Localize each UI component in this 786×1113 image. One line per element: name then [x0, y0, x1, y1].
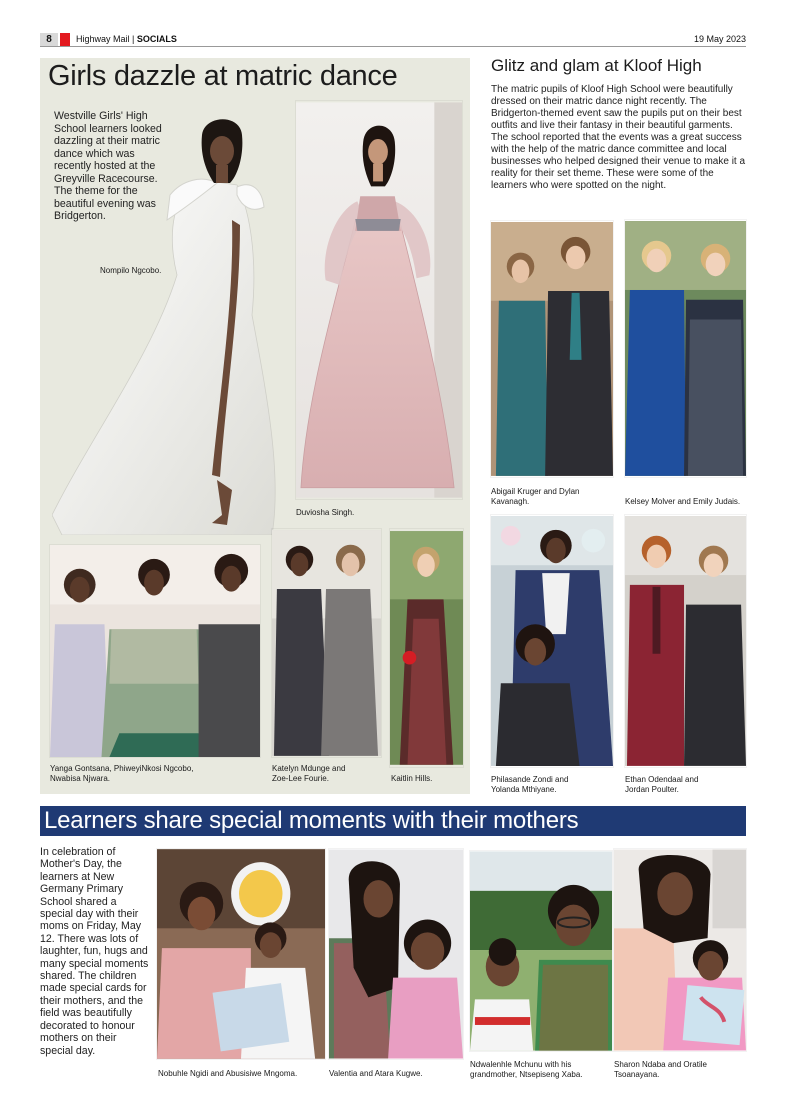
photo-philasande-yolanda [490, 514, 614, 768]
caption-sharon-line1: Sharon Ndaba and Oratile [614, 1060, 707, 1069]
running-header [76, 34, 177, 44]
mothers-feature-title: Learners share special moments with their mothers [44, 807, 579, 834]
caption-kaitlin: Kaitlin Hills. [391, 774, 433, 783]
caption-abigail-dylan [491, 487, 615, 507]
header-separator: | [129, 34, 137, 44]
caption-ethan-jordan [625, 775, 749, 795]
photo-abigail-dylan [490, 220, 614, 478]
publication-name: Highway Mail [76, 34, 130, 44]
mothers-feature-body: In celebration of Mother's Day, the learners at New Germany Primary School shared a special day with their moms on Friday, May 12. There was lots of laughter, fun, hugs and many special moments shared. The children made special cards for their mothers, and the field was beautifully decorated to honour mothers on their special day. [40, 846, 149, 1057]
photo-kaitlin [389, 528, 464, 768]
caption-philasande-line2: Yolanda Mthiyane. [491, 785, 557, 794]
caption-philasande-yolanda [491, 775, 615, 795]
section-name: SOCIALS [136, 34, 177, 44]
kloof-feature-body: The matric pupils of Kloof High School were beautifully dressed on their matric dance night recently. The Bridgerton-themed event saw the pupils put on their best outfits and live their fantasy in their beautiful garments. The school reported that the events was a great success with the help of the matric dance committee and local businesses who helped designed their venue to make it a reality for their set theme. These were some of the learners who were spotted on the night. [491, 84, 746, 191]
girls-feature-lead: Westville Girls' High School learners looked dazzling at their matric dance which was recently hosted at the Greyville Racecourse. The theme for the beautiful evening was Bridgerton. [54, 110, 162, 222]
photo-kelsey-emily [624, 219, 747, 478]
caption-yanga-group [50, 764, 270, 784]
caption-ndwalenhle-line2: grandmother, Ntsepiseng Xaba. [470, 1070, 583, 1079]
caption-ndwalenhle [470, 1060, 616, 1080]
header-rule [40, 46, 746, 47]
caption-abigail-line2: Kavanagh. [491, 497, 530, 506]
caption-abigail-line1: Abigail Kruger and Dylan [491, 487, 580, 496]
caption-ethan-line1: Ethan Odendaal and [625, 775, 699, 784]
caption-philasande-line1: Philasande Zondi and [491, 775, 569, 784]
photo-valentia-atara [328, 848, 464, 1060]
caption-katelyn-line1: Katelyn Mdunge and [272, 764, 346, 773]
caption-katelyn-line2: Zoe-Lee Fourie. [272, 774, 329, 783]
photo-sharon-oratile [613, 848, 747, 1052]
caption-yanga-line2: Nwabisa Njwara. [50, 774, 111, 783]
photo-ndwalenhle-ntsepiseng [469, 850, 613, 1052]
caption-duviosha: Duviosha Singh. [296, 508, 355, 517]
caption-yanga-line1: Yanga Gontsana, PhiweyiNkosi Ngcobo, [50, 764, 194, 773]
caption-nompilo: Nompilo Ngcobo. [100, 266, 162, 275]
issue-date: 19 May 2023 [693, 34, 746, 44]
caption-ethan-line2: Jordan Poulter. [625, 785, 679, 794]
photo-nobuhle-abusisiwe [156, 848, 326, 1060]
kloof-feature-title: Glitz and glam at Kloof High [491, 56, 702, 75]
caption-katelyn-zoe [272, 764, 382, 784]
photo-ethan-jordan [624, 514, 747, 768]
girls-feature-title: Girls dazzle at matric dance [48, 60, 398, 92]
caption-valentia-atara: Valentia and Atara Kugwe. [329, 1069, 423, 1078]
section-marker [60, 33, 70, 46]
caption-sharon-line2: Tsoanayana. [614, 1070, 660, 1079]
photo-katelyn-zoe [271, 528, 382, 758]
photo-duviosha [295, 100, 463, 500]
caption-ndwalenhle-line1: Ndwalenhle Mchunu with his [470, 1060, 572, 1069]
photo-yanga-group [49, 544, 261, 758]
page-number: 8 [40, 33, 58, 46]
caption-nobuhle-abusisiwe: Nobuhle Ngidi and Abusisiwe Mngoma. [158, 1069, 298, 1078]
caption-kelsey-emily: Kelsey Molver and Emily Judais. [625, 497, 741, 506]
caption-sharon-oratile [614, 1060, 748, 1080]
photo-nompilo [52, 95, 294, 535]
